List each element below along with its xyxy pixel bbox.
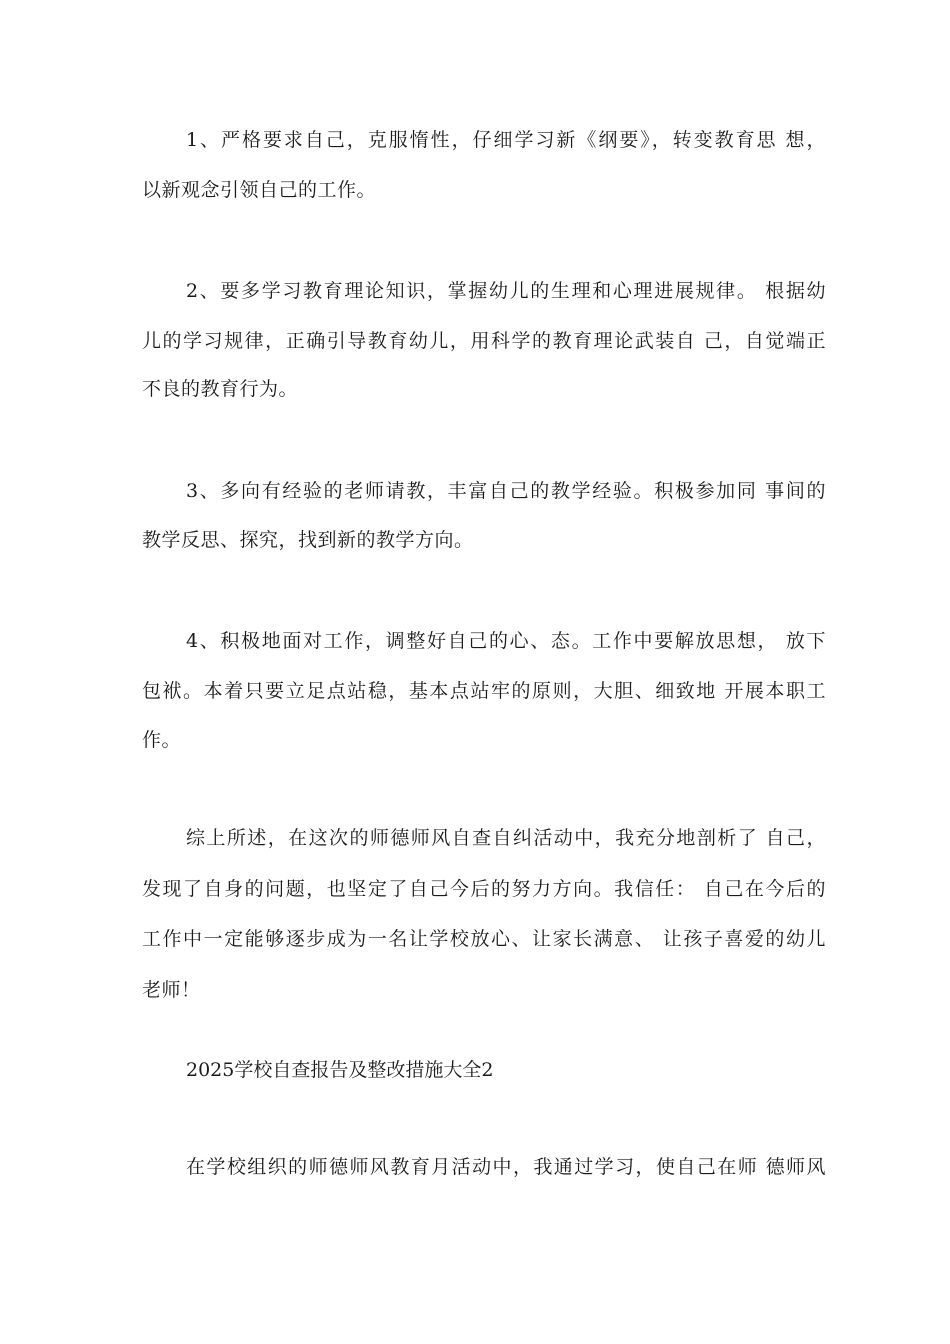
paragraph-3-line-2: 教学反思、探究，找到新的教学方向。: [142, 529, 474, 551]
paragraph-3-line-1: 3、多向有经验的老师请教，丰富自己的教学经验。积极参加同 事间的: [186, 480, 826, 502]
paragraph-2-line-2: 儿的学习规律，正确引导教育幼儿，用科学的教育理论武装自 己，自觉端正: [142, 330, 826, 352]
paragraph-4-line-2: 包袱。本着只要立足点站稳，基本点站牢的原则，大胆、细致地 开展本职工: [142, 680, 826, 702]
paragraph-5-line-2: 发现了自身的问题，也坚定了自己今后的努力方向。我信任： 自己在今后的: [142, 878, 826, 900]
section-heading: 2025学校自查报告及整改措施大全2: [186, 1059, 494, 1081]
paragraph-4-line-1: 4、积极地面对工作，调整好自己的心、态。工作中要解放思想， 放下: [186, 630, 826, 652]
paragraph-1-line-1: 1、严格要求自己，克服惰性，仔细学习新《纲要》，转变教育思 想，: [186, 129, 826, 151]
paragraph-5-line-3: 工作中一定能够逐步成为一名让学校放心、让家长满意、 让孩子喜爱的幼儿: [142, 928, 826, 950]
paragraph-5-line-1: 综上所述，在这次的师德师风自查自纠活动中，我充分地剖析了 自己，: [186, 827, 826, 849]
paragraph-2-line-1: 2、要多学习教育理论知识，掌握幼儿的生理和心理进展规律。 根据幼: [186, 280, 826, 302]
paragraph-2-line-3: 不良的教育行为。: [142, 378, 299, 400]
paragraph-1-line-2: 以新观念引领自己的工作。: [142, 179, 377, 201]
paragraph-5-line-4: 老师！: [142, 979, 201, 1001]
paragraph-4-line-3: 作。: [142, 729, 182, 751]
final-paragraph-line-1: 在学校组织的师德师风教育月活动中，我通过学习，使自己在师 德师风: [186, 1156, 826, 1178]
